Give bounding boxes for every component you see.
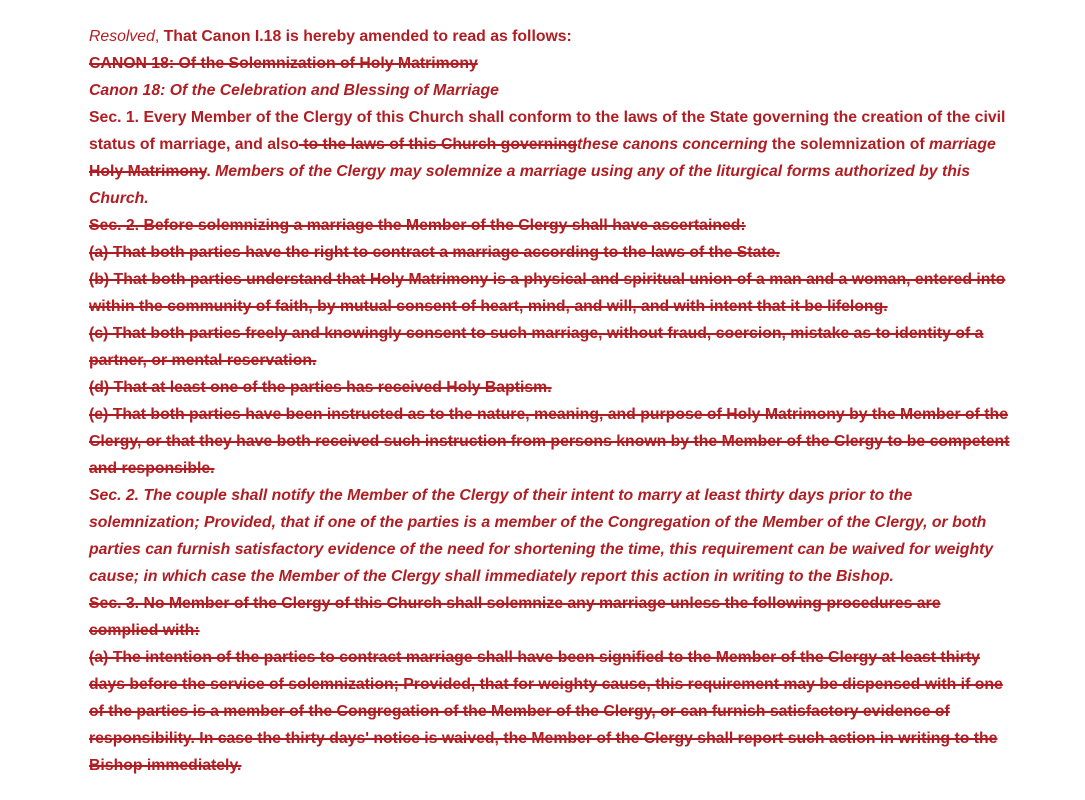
sec1-deleted-2: Holy Matrimony — [89, 163, 207, 180]
sec1-text-1: Sec. 1. Every Member of the Clergy of this Church shall conform to the laws of the State governing the creation of the civil status of marriage, and also — [89, 109, 1006, 153]
section-1 — [89, 104, 1013, 212]
document-body — [89, 23, 1013, 779]
resolution-line — [89, 23, 1013, 50]
deleted-sec2-item-d: (d) That at least one of the parties has received Holy Baptism. — [89, 379, 552, 396]
resolved-comma: , — [154, 28, 164, 45]
inserted-sec2: Sec. 2. The couple shall notify the Member of the Clergy of their intent to marry at least thirty days prior to the solemnization; Provided, that if one of the parties is a member of the Congregation of the Member of the Clergy, or both parties can furnish satisfactory evidence of the need for shortening the time, this requirement can be waived for weighty cause; in which case the Member of the Clergy shall immediately report this action in writing to the Bishop. — [89, 487, 994, 585]
sec1-inserted-2: marriage — [929, 136, 996, 153]
sec1-deleted-1: to the laws of this Church governing — [298, 136, 578, 153]
deleted-sec2-item-a: (a) That both parties have the right to contract a marriage according to the laws of the State. — [89, 244, 780, 261]
deleted-sec2-item-b: (b) That both parties understand that Holy Matrimony is a physical and spiritual union of a man and a woman, entered into within the community of faith, by mutual consent of heart, mind, and will, and with intent that it be lifelong. — [89, 271, 1006, 315]
resolved-word: Resolved — [89, 28, 155, 45]
sec1-inserted-1: these canons concerning — [577, 136, 768, 153]
deleted-sec3-heading: Sec. 3. No Member of the Clergy of this Church shall solemnize any marriage unless the following procedures are complied with: — [89, 595, 941, 639]
sec1-inserted-3: Members of the Clergy may solemnize a marriage using any of the liturgical forms authorized by this Church. — [89, 163, 971, 207]
deleted-sec3-item-a: (a) The intention of the parties to contract marriage shall have been signified to the Member of the Clergy at least thirty days before the service of solemnization; Provided, that for weighty cause, this requirement may be dispensed with if one of the parties is a member of the Congregation of the Member of the Clergy, or can furnish satisfactory evidence of responsibility. In case the thirty days' notice is waived, the Member of the Clergy shall report such action in writing to the Bishop immediately. — [89, 649, 1003, 774]
canon-title-inserted: Canon 18: Of the Celebration and Blessing of Marriage — [89, 82, 499, 99]
deleted-sec2-heading: Sec. 2. Before solemnizing a marriage the Member of the Clergy shall have ascertained: — [89, 217, 746, 234]
sec1-text-3: . — [206, 163, 216, 180]
sec1-text-2: the solemnization of — [767, 136, 930, 153]
deleted-sec2-item-c: (c) That both parties freely and knowingly consent to such marriage, without fraud, coercion, mistake as to identity of a partner, or mental reservation. — [89, 325, 984, 369]
deleted-sec2-item-e: (e) That both parties have been instructed as to the nature, meaning, and purpose of Holy Matrimony by the Member of the Clergy, or that they have both received such instruction from persons known by the Member of the Clergy to be competent and responsible. — [89, 406, 1010, 477]
resolution-text: That Canon I.18 is hereby amended to read as follows: — [163, 28, 572, 45]
canon-title-deleted: CANON 18: Of the Solemnization of Holy Matrimony — [89, 55, 478, 72]
